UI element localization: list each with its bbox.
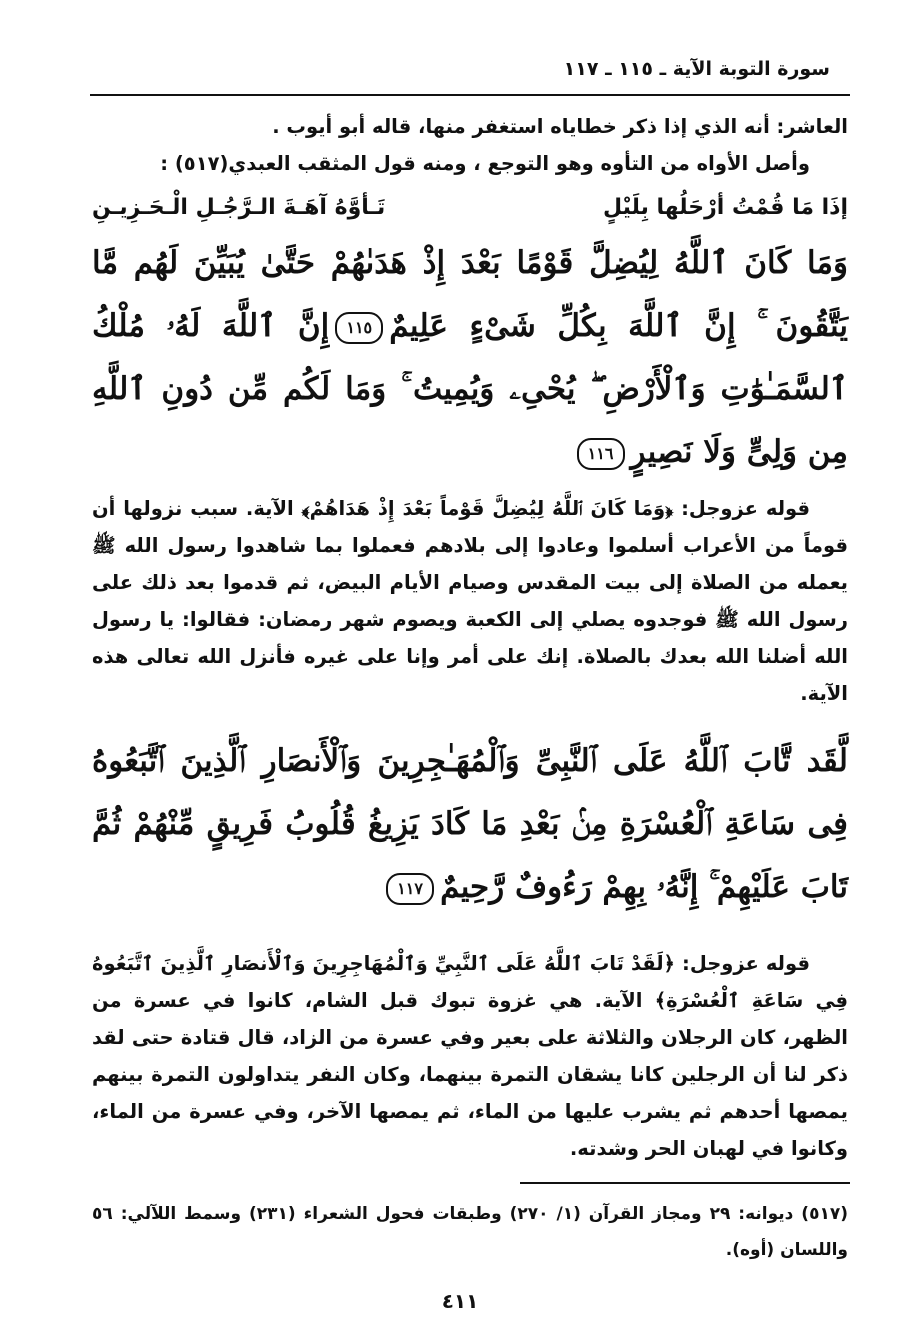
commentary-2-lead: قوله عزوجل:	[682, 952, 810, 975]
poem-verse	[92, 188, 848, 228]
quran-text-117: لَّقَد تَّابَ ٱللَّهُ عَلَى ٱلنَّبِىِّ وَٱلْمُهَـٰجِرِينَ وَٱلْأَنصَارِ ٱلَّذِينَ ٱتَّبَعُوهُ فِى سَاعَةِ ٱلْعُسْرَةِ مِنۢ بَعْدِ مَا كَادَ يَزِيغُ قُلُوبُ فَرِيقٍ مِّنْهُمْ ثُمَّ تَابَ عَلَيْهِمْ ۚ إِنَّهُۥ بِهِمْ رَءُوفٌ رَّحِيمٌ	[92, 743, 848, 905]
intro-line-2: وأصل الأواه من التأوه وهو التوجع ، ومنه قول المثقب العبدي(٥١٧) :	[160, 152, 810, 175]
running-header: سورة التوبة الآية ـ ١١٥ ـ ١١٧	[563, 58, 830, 80]
ayah-number-116: ١١٦	[577, 438, 625, 470]
ayah-number-115: ١١٥	[335, 312, 383, 344]
header-divider	[90, 94, 850, 96]
intro-line-1: العاشر: أنه الذي إذا ذكر خطاياه استغفر منها، قاله أبو أيوب .	[272, 115, 848, 138]
commentary-2-quote: ﴿لَقَدْ تَابَ ٱللَّهُ عَلَى ٱلنَّبِيِّ وَٱلْمُهَاجِرِينَ وَٱلْأَنصَارِ ٱلَّذِينَ ٱتَّبَعُوهُ فِي سَاعَةِ ٱلْعُسْرَةِ﴾	[92, 952, 848, 1012]
footnote-divider	[520, 1182, 850, 1184]
poem-hemistich-first: إذَا مَا قُمْتُ أرْحَلُها بِلَيْلٍ	[602, 195, 848, 220]
quran-text-116: إِنَّ ٱللَّهَ لَهُۥ مُلْكُ ٱلسَّمَـٰوَٰتِ وَٱلْأَرْضِ ۖ يُحْىِۦ وَيُمِيتُ ۚ وَمَا لَكُم مِّن دُونِ ٱللَّهِ مِن وَلِىٍّ وَلَا نَصِيرٍ	[92, 308, 848, 470]
commentary-paragraph-1	[92, 490, 848, 712]
commentary-1-lead: قوله عزوجل:	[681, 497, 811, 520]
poem-hemistich-second: تَـأوَّهُ آهَـةَ الـرَّجُـلِ الْـحَـزِيـنِ	[92, 195, 386, 220]
quran-passage-115-116	[92, 232, 848, 484]
commentary-paragraph-2	[92, 945, 848, 1167]
quran-text-115: وَمَا كَانَ ٱللَّهُ لِيُضِلَّ قَوْمًا بَعْدَ إِذْ هَدَىٰهُمْ حَتَّىٰ يُبَيِّنَ لَهُم مَّا يَتَّقُونَ ۚ إِنَّ ٱللَّهَ بِكُلِّ شَىْءٍ عَلِيمٌ	[92, 245, 849, 344]
commentary-2-body: الآية. هي غزوة تبوك قبل الشام، كانوا في عسرة من الظهر، كان الرجلان والثلاثة على بعير وفي عسرة من الزاد، قال قتادة حتى لقد ذكر لنا أن الرجلين كانا يشقان التمرة بينهما، وكان النفر يتداولون التمرة بينهم يمصها أحدهم ثم يشرب عليها من الماء، ثم يمصها الآخر، وفي عسرة من الماء، وكانوا في لهبان الحر وشدته.	[92, 989, 848, 1160]
commentary-1-body: الآية. سبب نزولها أن قوماً من الأعراب أسلموا وعادوا إلى بلادهم فعملوا بما شاهدوا رسول الله ﷺ يعمله من الصلاة إلى بيت المقدس وصيام الأيام البيض، ثم قدموا بعد ذلك على رسول الله ﷺ فوجدوه يصلي إلى الكعبة ويصوم شهر رمضان: فقالوا: يا رسول الله أضلنا الله بعدك بالصلاة. إنك على أمر وإنا على غيره فأنزل الله تعالى هذه الآية.	[92, 497, 848, 705]
page-number: ٤١١	[441, 1289, 479, 1313]
quran-passage-117	[92, 730, 848, 919]
footnote-517: (٥١٧) ديوانه: ٢٩ ومجاز القرآن (١/ ٢٧٠) وطبقات فحول الشعراء (٢٣١) وسمط اللآلي: ٥٦ واللسان (أوه).	[92, 1204, 848, 1260]
commentary-1-quote: ﴿وَمَا كَانَ ٱللَّهُ لِيُضِلَّ قَوْماً بَعْدَ إِذْ هَدَاهُمْ﴾	[301, 497, 674, 520]
page-body	[92, 108, 848, 1167]
ayah-number-117: ١١٧	[386, 873, 434, 905]
